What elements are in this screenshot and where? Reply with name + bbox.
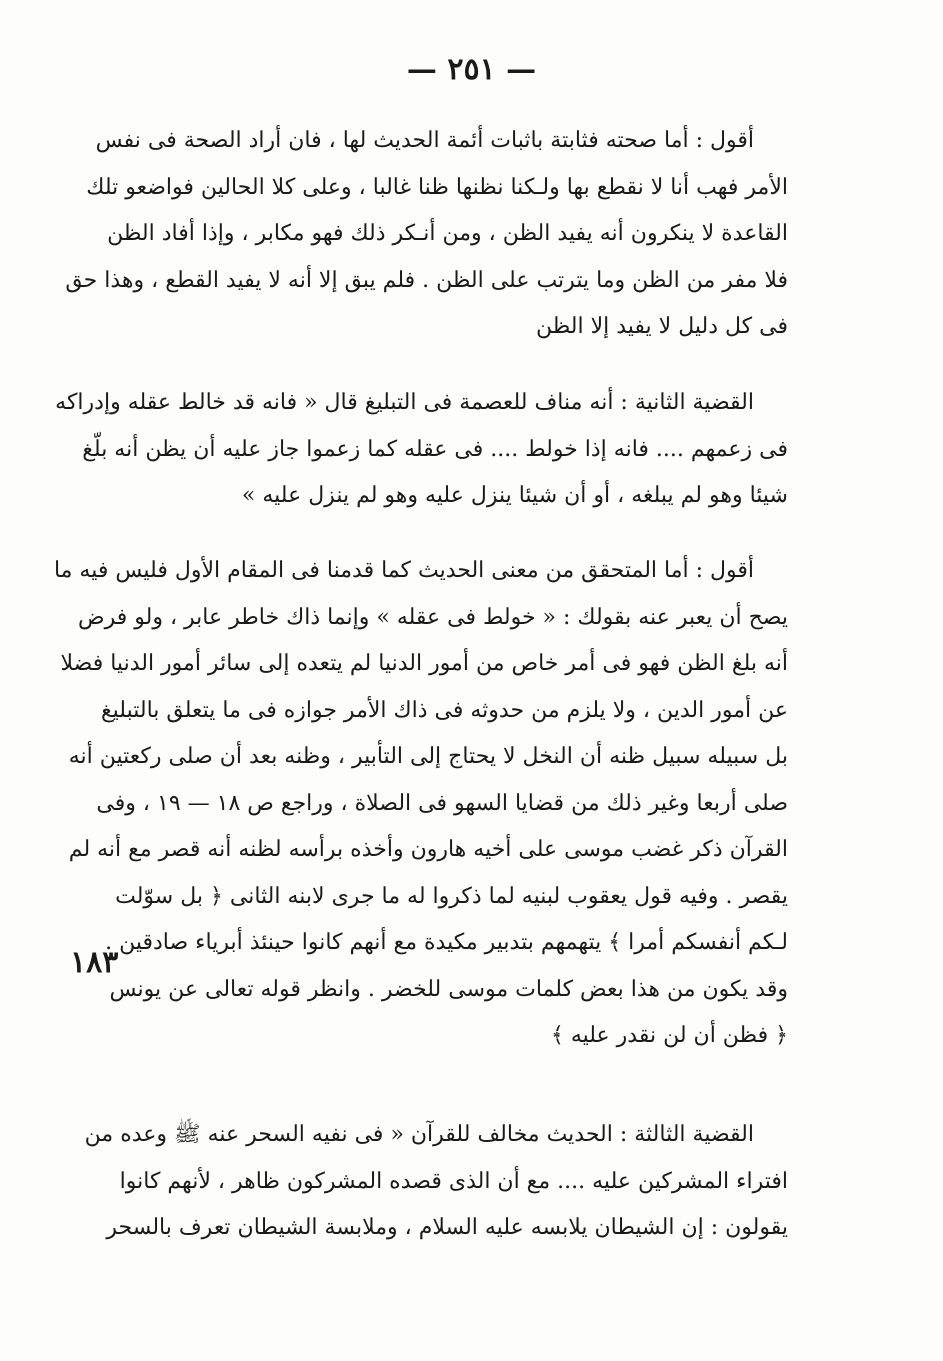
paragraph-line: يقولون : إن الشيطان يلابسه عليه السلام ، وملابسة الشيطان تعرف بالسحر [106, 1215, 788, 1240]
paragraph-line: بل سبيله سبيل ظنه أن النخل لا يحتاج إلى التأبير ، وظنه بعد أن صلى ركعتين أنه [68, 744, 788, 769]
paragraph-line: يقصر . وفيه قول يعقوب لبنيه لما ذكروا له ما جرى لابنه الثانى ﴿ بل سوّلت [115, 883, 788, 909]
paragraph-line: الأمر فهب أنا لا نقطع بها ولـكنا نظنها ظنا غالبا ، وعلى كلا الحالين فواضعو تلك [86, 174, 788, 200]
paragraph-line: افتراء المشركين عليه .... مع أن الذى قصده المشركون ظاهر ، لأنهم كانوا [119, 1168, 788, 1194]
paragraph-line: أنه بلغ الظن فهو فى أمر خاص من أمور الدنيا لم يتعده إلى سائر أمور الدنيا فضلا [60, 651, 788, 676]
paragraph-1 [65, 118, 788, 351]
paragraph-4 [84, 1112, 788, 1252]
paragraph-line: فلا مفر من الظن وما يترتب على الظن . فلم يبق إلا أنه لا يفيد القطع ، وهذا حق [65, 267, 788, 293]
paragraph-line: صلى أربعا وغير ذلك من قضايا السهو فى الصلاة ، وراجع ص ١٨ — ١٩ ، وفى [96, 790, 788, 816]
paragraph-line: أقول : أما صحته فثابتة باثبات أئمة الحديث لها ، فان أراد الصحة فى نفس [95, 128, 754, 153]
paragraph-line: القرآن ذكر غضب موسى على أخيه هارون وأخذه برأسه لظنه أنه قصر مع أنه لم [68, 837, 788, 862]
paragraph-line: ﴿ فظن أن لن نقدر عليه ﴾ [550, 1023, 788, 1048]
paragraph-line: فى كل دليل لا يفيد إلا الظن [535, 314, 788, 339]
paragraph-line: القضية الثانية : أنه مناف للعصمة فى التبليغ قال « فانه قد خالط عقله وإدراكه [55, 390, 754, 415]
paragraph-line: لـكم أنفسكم أمرا ﴾ يتهمهم بتدبير مكيدة مع أنهم كانوا حينئذ أبرياء صادقين . [105, 930, 788, 955]
page-number: — ٢٥١ — [406, 52, 537, 87]
paragraph-line: عن أمور الدين ، ولا يلزم من حدوثه فى ذاك الأمر جوازه فى ما يتعلق بالتبليغ [100, 697, 788, 723]
paragraph-line: وقد يكون من هذا بعض كلمات موسى للخضر . وانظر قوله تعالى عن يونس [109, 976, 788, 1002]
paragraph-line: القضية الثالثة : الحديث مخالف للقرآن « فى نفيه السحر عنه ﷺ وعده من [84, 1122, 754, 1147]
paragraph-line: القاعدة لا ينكرون أنه يفيد الظن ، ومن أنـكر ذلك فهو مكابر ، وإذا أفاد الظن [107, 221, 788, 246]
margin-page-reference: ١٨٣ [70, 945, 119, 980]
paragraph-line: أقول : أما المتحقق من معنى الحديث كما قدمنا فى المقام الأول فليس فيه ما [53, 558, 754, 583]
paragraph-line: فى زعمهم .... فانه إذا خولط .... فى عقله كما زعموا جاز عليه أن يظن أنه بلّغ [82, 436, 788, 462]
paragraph-line: شيئا وهو لم يبلغه ، أو أن شيئا ينزل عليه وهو لم ينزل عليه » [241, 483, 788, 508]
paragraph-line: يصح أن يعبر عنه بقولك : « خولط فى عقله » وإنما ذاك خاطر عابر ، ولو فرض [78, 604, 788, 630]
paragraph-2 [55, 380, 788, 520]
